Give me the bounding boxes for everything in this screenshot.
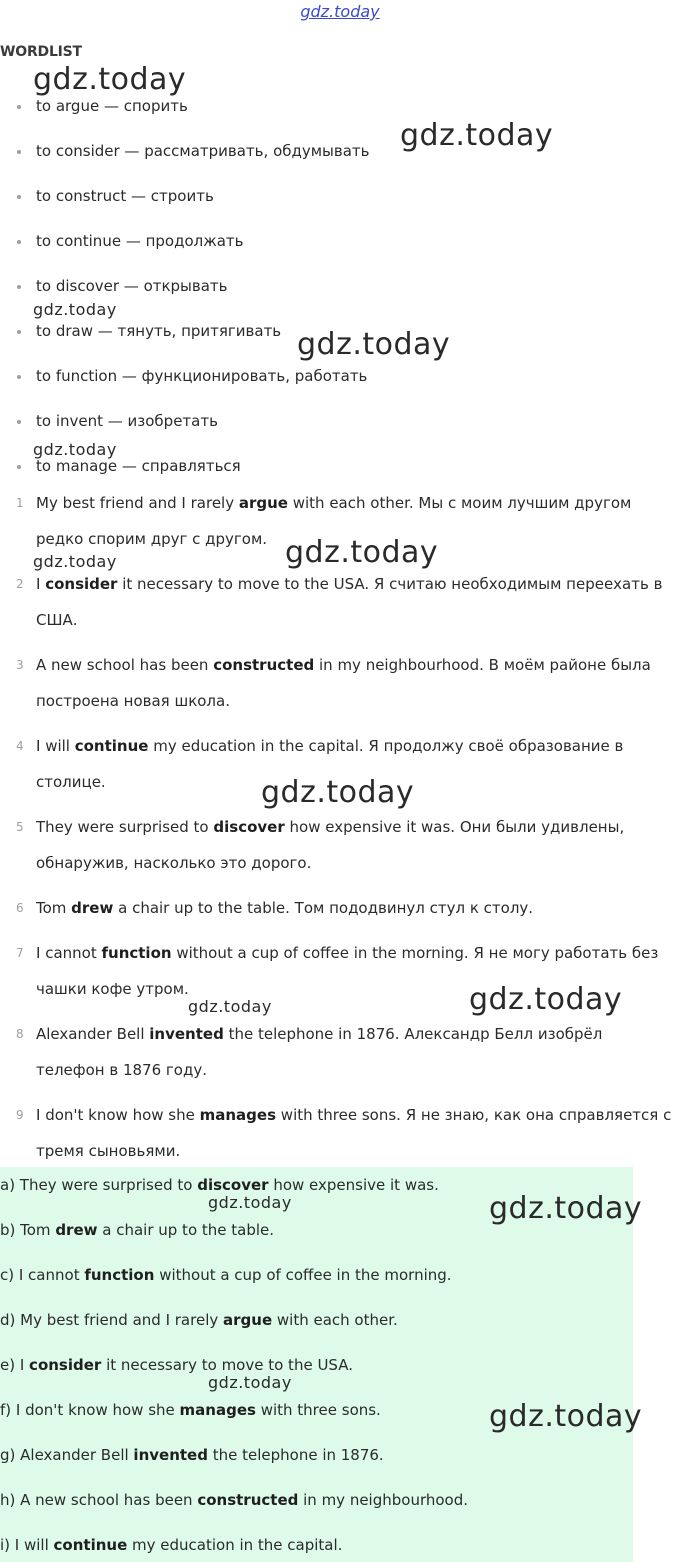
bullet-icon xyxy=(17,195,21,199)
watermark: gdz.today xyxy=(33,440,117,459)
wordlist-item: to discover — открывать xyxy=(0,272,370,317)
watermark: gdz.today xyxy=(208,1193,292,1212)
wordlist xyxy=(0,92,370,497)
wordlist-item: to manage — справляться xyxy=(0,452,370,497)
bullet-icon xyxy=(17,240,21,244)
bullet-icon xyxy=(17,375,21,379)
wordlist-item: to consider — рассматривать, обдумывать xyxy=(0,137,370,182)
example-item: 7 I cannot function without a cup of coffee in the morning. Я не могу работать без чашки кофе утром. xyxy=(16,944,659,998)
wordlist-item: to draw — тянуть, притягивать xyxy=(0,317,370,362)
watermark: gdz.today xyxy=(208,1373,292,1392)
answer-item: g) Alexander Bell invented the telephone in 1876. xyxy=(0,1446,384,1464)
wordlist-item: to argue — спорить xyxy=(0,92,370,137)
answer-item: c) I cannot function without a cup of coffee in the morning. xyxy=(0,1266,452,1284)
wordlist-heading: WORDLIST xyxy=(0,44,82,60)
example-item: 3 A new school has been constructed in my neighbourhood. В моём районе была построена новая школа. xyxy=(16,656,651,710)
wordlist-item: to continue — продолжать xyxy=(0,227,370,272)
watermark: gdz.today xyxy=(33,62,187,97)
answer-item: b) Tom drew a chair up to the table. xyxy=(0,1221,275,1239)
watermark: gdz.today xyxy=(188,997,272,1016)
example-item: 6 Tom drew a chair up to the table. Том пододвинул стул к столу. xyxy=(16,899,534,917)
answer-item: e) I consider it necessary to move to the USA. xyxy=(0,1356,353,1374)
answers-panel xyxy=(0,1167,633,1562)
watermark: gdz.today xyxy=(297,327,451,362)
answer-item: h) A new school has been constructed in my neighbourhood. xyxy=(0,1491,469,1509)
watermark: gdz.today xyxy=(400,118,554,153)
example-item: 8 Alexander Bell invented the telephone in 1876. Александр Белл изобрёл телефон в 1876 году. xyxy=(16,1025,603,1079)
answer-item: d) My best friend and I rarely argue with each other. xyxy=(0,1311,398,1329)
bullet-icon xyxy=(17,150,21,154)
watermark: gdz.today xyxy=(489,1399,643,1434)
watermark: gdz.today xyxy=(469,982,623,1017)
example-item: 1 My best friend and I rarely argue with each other. Мы с моим лучшим другом редко спорим друг с другом. xyxy=(16,494,632,548)
watermark: gdz.today xyxy=(33,552,117,571)
example-item: 2 I consider it necessary to move to the USA. Я считаю необходимым переехать в США. xyxy=(16,575,663,629)
example-item: 5 They were surprised to discover how expensive it was. Они были удивлены, обнаружив, насколько это дорого. xyxy=(16,818,625,872)
bullet-icon xyxy=(17,420,21,424)
bullet-icon xyxy=(17,105,21,109)
wordlist-item: to function — функционировать, работать xyxy=(0,362,370,407)
bullet-icon xyxy=(17,330,21,334)
wordlist-item: to invent — изобретать xyxy=(0,407,370,452)
wordlist-item: to construct — строить xyxy=(0,182,370,227)
watermark: gdz.today xyxy=(285,535,439,570)
example-sentences xyxy=(0,485,680,1178)
watermark: gdz.today xyxy=(261,775,415,810)
answer-item: i) I will continue my education in the capital. xyxy=(0,1536,343,1554)
watermark: gdz.today xyxy=(489,1191,643,1226)
example-item: 4 I will continue my education in the capital. Я продолжу своё образование в столице. xyxy=(16,737,624,791)
watermark: gdz.today xyxy=(33,300,117,319)
bullet-icon xyxy=(17,285,21,289)
example-item: 9 I don't know how she manages with three sons. Я не знаю, как она справляется с тремя сыновьями. xyxy=(16,1106,672,1160)
answer-item: f) I don't know how she manages with three sons. xyxy=(0,1401,381,1419)
answer-item: a) They were surprised to discover how expensive it was. xyxy=(0,1176,439,1194)
bullet-icon xyxy=(17,465,21,469)
site-link[interactable]: gdz.today xyxy=(300,2,380,21)
